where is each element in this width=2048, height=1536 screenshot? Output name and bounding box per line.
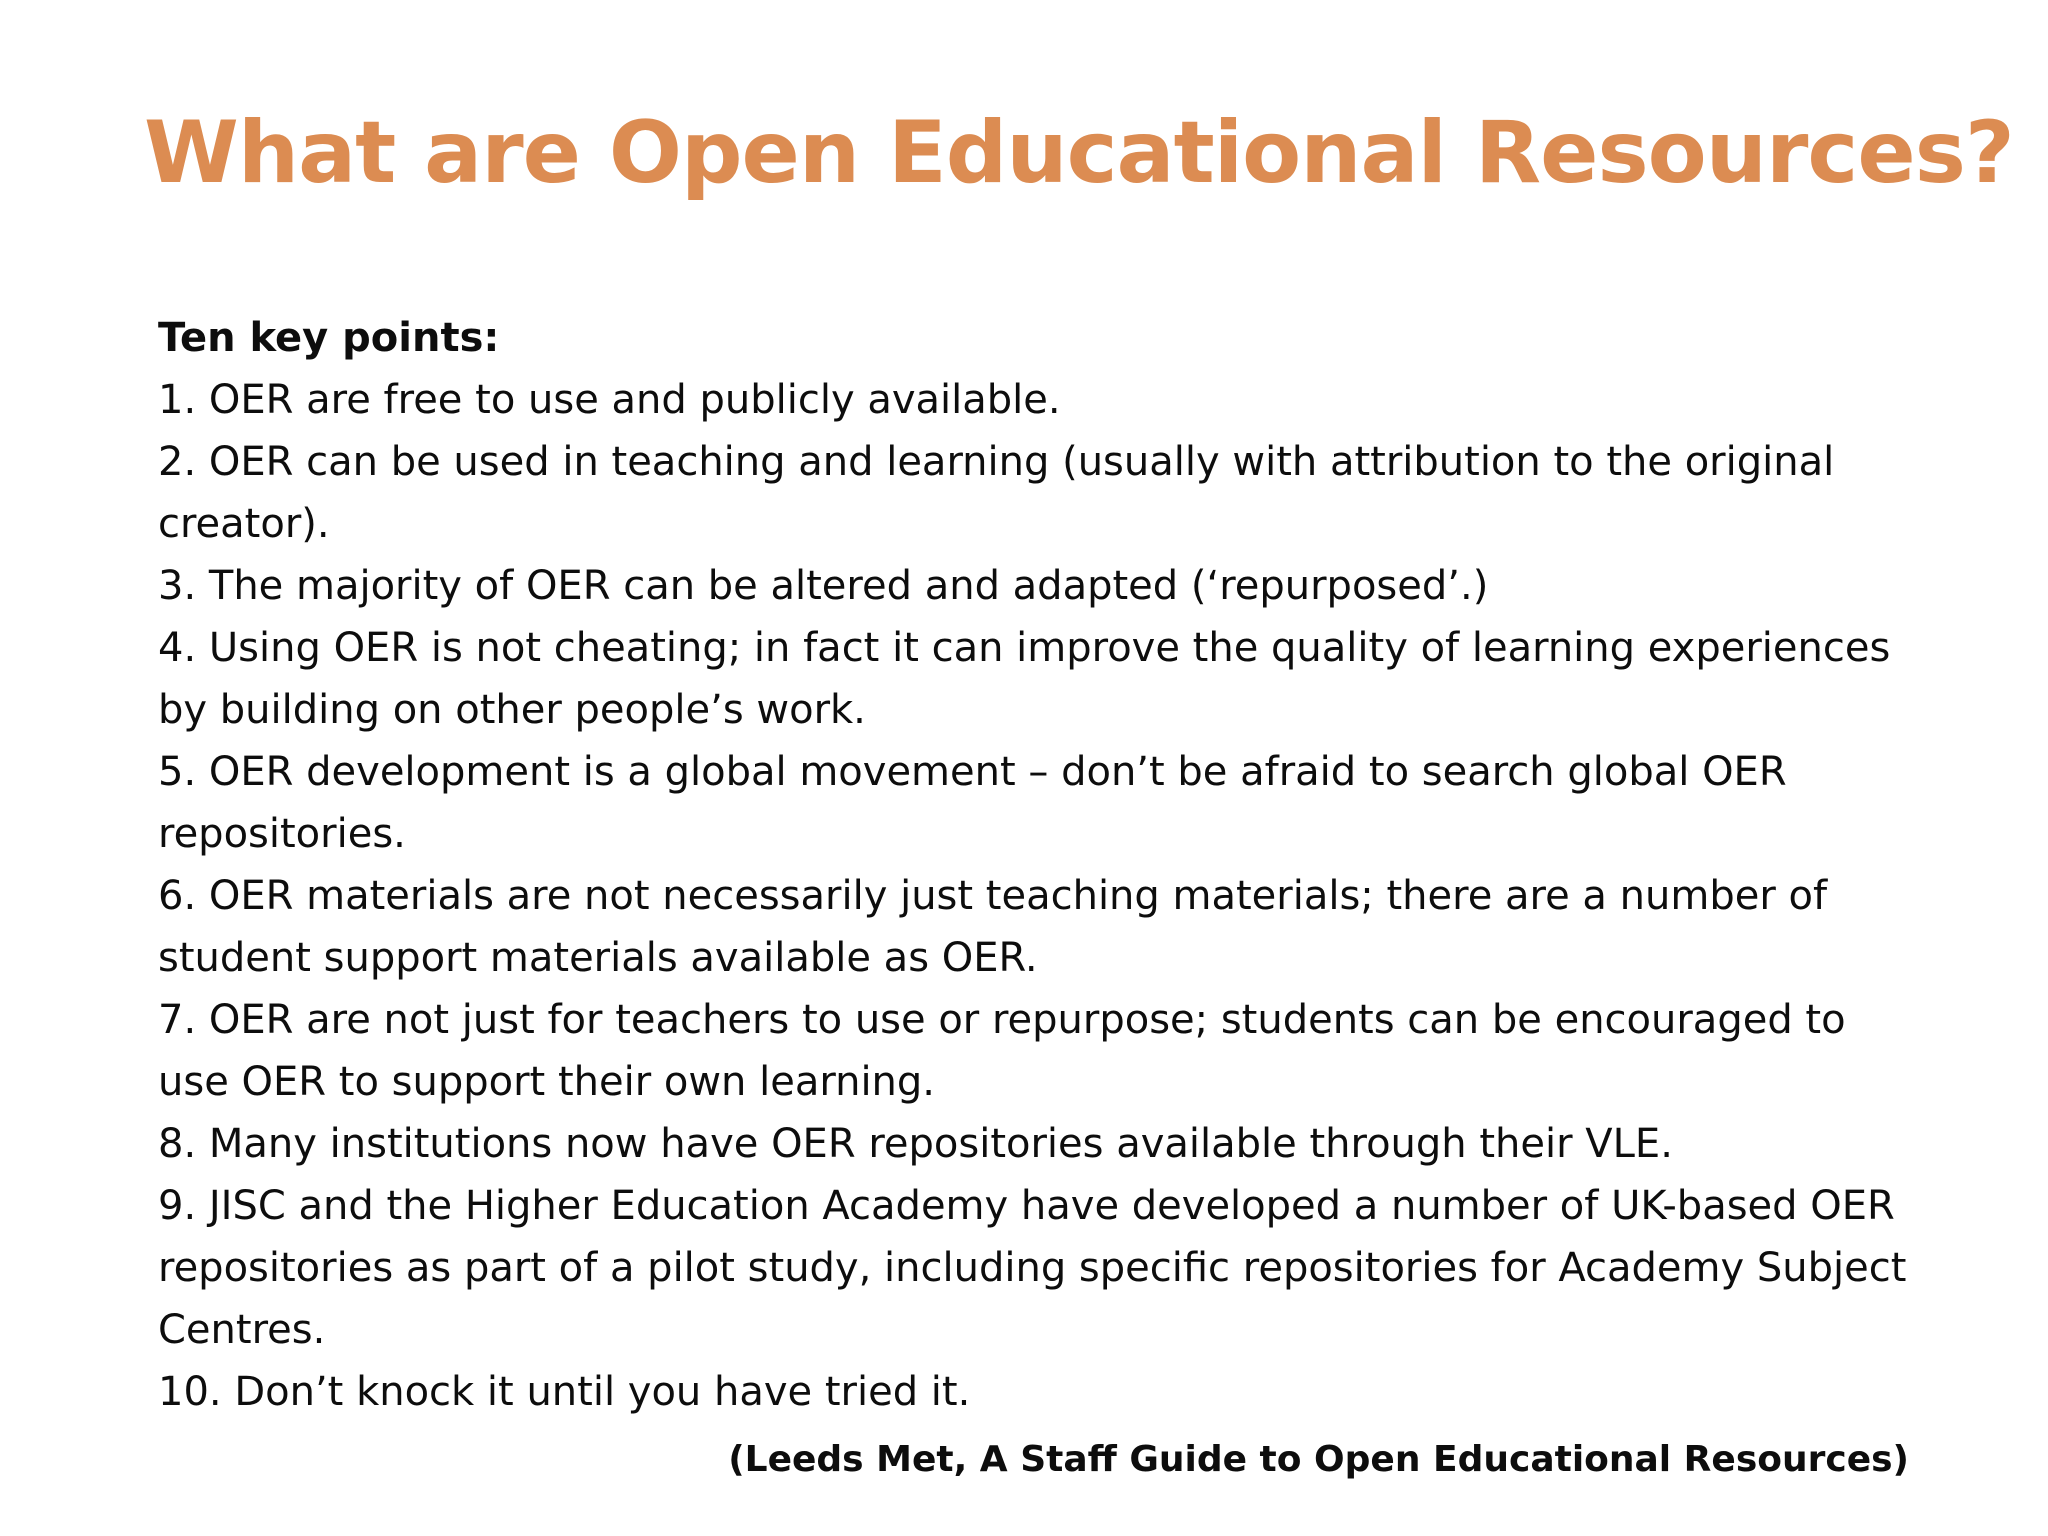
slide-body <box>158 307 1918 1423</box>
key-point-2: 2. OER can be used in teaching and learning (usually with attribution to the original creator). <box>158 439 1835 547</box>
key-point-5: 5. OER development is a global movement – don’t be afraid to search global OER repositories. <box>158 749 1787 857</box>
key-point-7: 7. OER are not just for teachers to use or repurpose; students can be encouraged to use OER to support their own learning. <box>158 997 1846 1105</box>
key-point-8: 8. Many institutions now have OER repositories available through their VLE. <box>158 1121 1673 1167</box>
source-citation: (Leeds Met, A Staff Guide to Open Educational Resources) <box>728 1439 1909 1480</box>
key-point-9: 9. JISC and the Higher Education Academy have developed a number of UK-based OER repositories as part of a pilot study, including specific repositories for Academy Subject Centres. <box>158 1183 1907 1353</box>
key-point-6: 6. OER materials are not necessarily just teaching materials; there are a number of student support materials available as OER. <box>158 873 1828 981</box>
key-point-3: 3. The majority of OER can be altered and adapted (‘repurposed’.) <box>158 563 1489 609</box>
slide-title: What are Open Educational Resources? <box>144 103 2014 203</box>
key-point-4: 4. Using OER is not cheating; in fact it can improve the quality of learning experiences by building on other people’s work. <box>158 625 1891 733</box>
key-points-heading: Ten key points: <box>158 315 500 361</box>
key-point-1: 1. OER are free to use and publicly available. <box>158 377 1061 423</box>
key-point-10: 10. Don’t knock it until you have tried it. <box>158 1369 971 1415</box>
